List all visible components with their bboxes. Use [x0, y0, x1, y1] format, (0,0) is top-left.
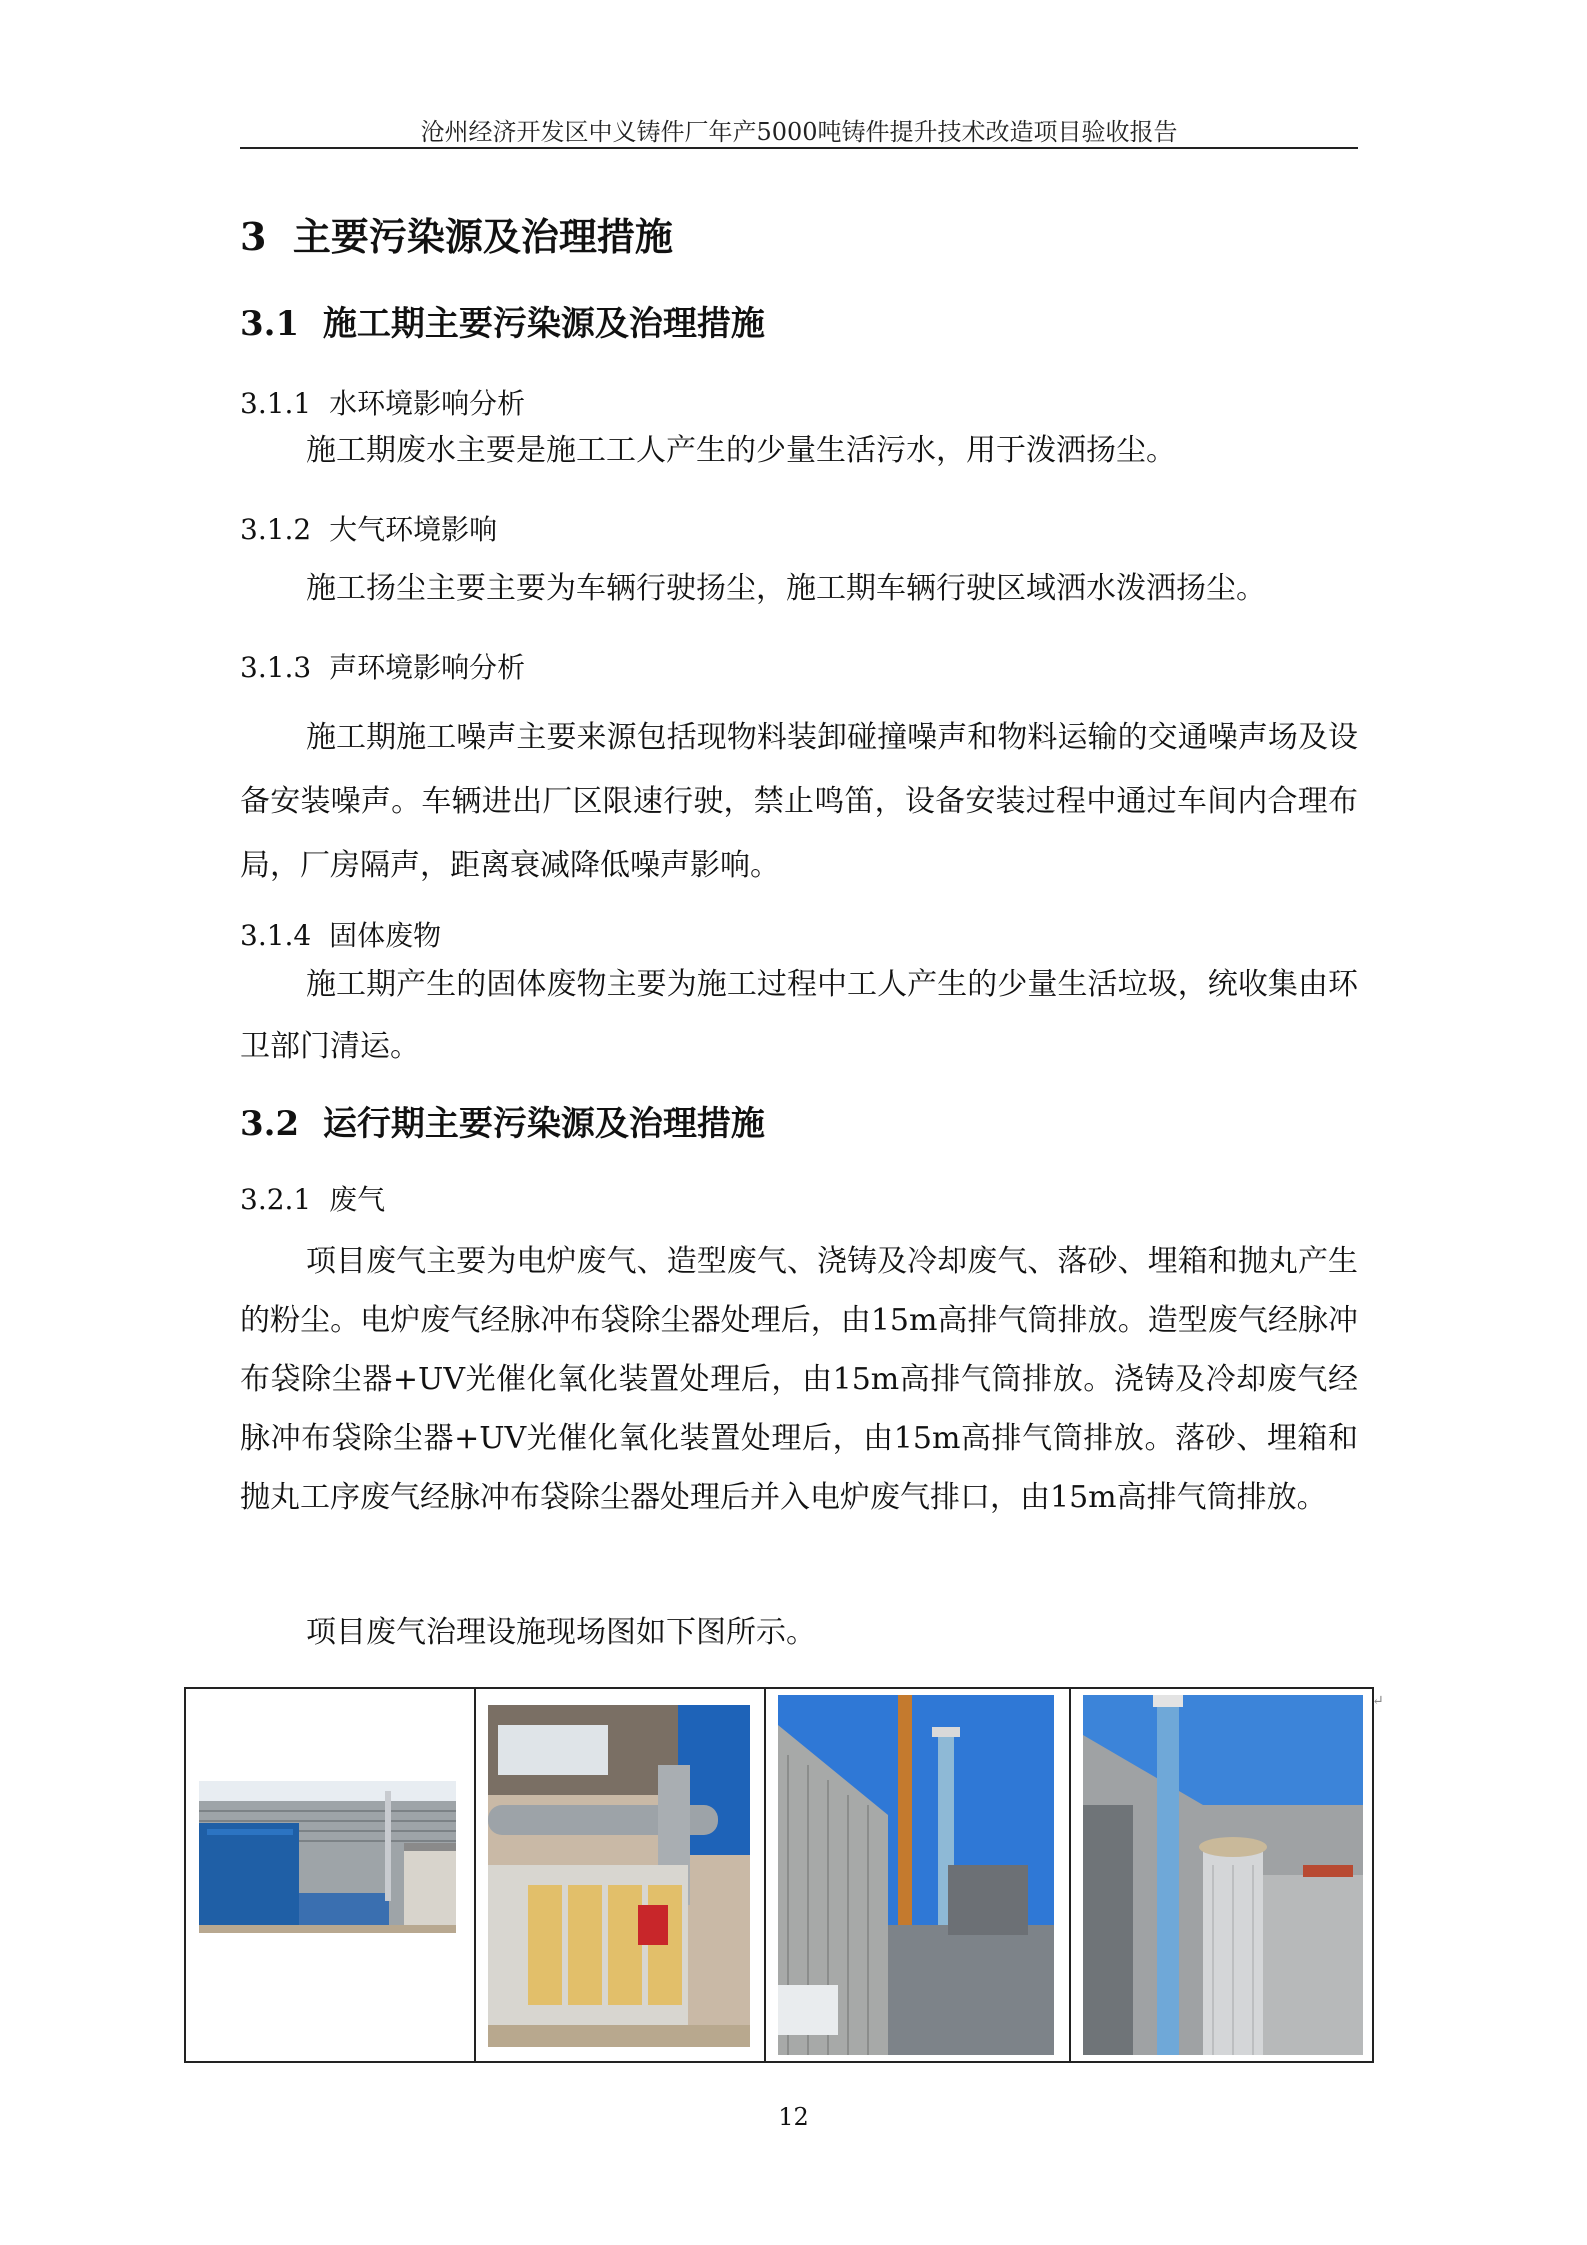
subsection-3-2-1-heading	[240, 1178, 385, 1218]
section-title: 施工期主要污染源及治理措施	[322, 304, 765, 344]
photo-exhaust-stack-2	[1083, 1695, 1363, 2055]
subsection-3-1-3-heading	[240, 646, 525, 686]
subsection-3-1-4-heading	[240, 914, 441, 954]
section-3-1-heading	[240, 296, 765, 345]
photo-cell-1	[186, 1689, 476, 2061]
paragraph-solid-waste: 施工期产生的固体废物主要为施工过程中工人产生的少量生活垃圾，统收集由环卫部门清运。	[240, 967, 1358, 1064]
paragraph-mark-icon: ↵	[1372, 1693, 1384, 1709]
subsection-title: 大气环境影响	[329, 513, 498, 546]
photo-table	[184, 1687, 1374, 2063]
figure-intro: 项目废气治理设施现场图如下图所示。	[306, 1615, 816, 1650]
paragraph-air: 施工扬尘主要主要为车辆行驶扬尘，施工期车辆行驶区域洒水泼洒扬尘。	[306, 571, 1266, 606]
subsection-number: 3.1.4	[240, 919, 312, 952]
subsection-number: 3.1.2	[240, 513, 312, 546]
section-number: 3.2	[240, 1104, 300, 1144]
subsection-title: 固体废物	[329, 919, 442, 952]
photo-cell-2	[476, 1689, 766, 2061]
subsection-number: 3.1.1	[240, 387, 312, 420]
subsection-3-1-2-heading	[240, 508, 497, 548]
photo-exhaust-stack-1	[778, 1695, 1054, 2055]
subsection-title: 水环境影响分析	[329, 387, 526, 420]
subsection-title: 废气	[329, 1183, 386, 1216]
section-title: 运行期主要污染源及治理措施	[322, 1104, 765, 1144]
page-number: 12	[778, 2103, 809, 2131]
header-rule	[240, 147, 1358, 149]
photo-uv-oxidation-unit	[488, 1705, 750, 2047]
chapter-heading	[240, 206, 673, 261]
paragraph-noise: 施工期施工噪声主要来源包括现物料装卸碰撞噪声和物料运输的交通噪声场及设备安装噪声。车辆进出厂区限速行驶，禁止鸣笛，设备安装过程中通过车间内合理布局，厂房隔声，距离衰减降低噪声影响。	[240, 720, 1358, 883]
subsection-number: 3.1.3	[240, 651, 312, 684]
photo-dust-collector	[199, 1781, 456, 1933]
chapter-title: 主要污染源及治理措施	[292, 214, 673, 259]
photo-cell-4	[1071, 1689, 1376, 2061]
photo-cell-3	[766, 1689, 1071, 2061]
paragraph-water: 施工期废水主要是施工工人产生的少量生活污水，用于泼洒扬尘。	[306, 433, 1176, 468]
subsection-title: 声环境影响分析	[329, 651, 526, 684]
running-header: 沧州经济开发区中义铸件厂年产5000吨铸件提升技术改造项目验收报告	[420, 118, 1178, 146]
subsection-3-1-1-heading	[240, 382, 525, 422]
subsection-number: 3.2.1	[240, 1183, 312, 1216]
paragraph-waste-gas: 项目废气主要为电炉废气、造型废气、浇铸及冷却废气、落砂、埋箱和抛丸产生的粉尘。电炉废气经脉冲布袋除尘器处理后，由15m高排气筒排放。造型废气经脉冲布袋除尘器+UV光催化氧化装置处理后，由15m高排气筒排放。浇铸及冷却废气经脉冲布袋除尘器+UV光催化氧化装置处理后，由15m高排气筒排放。落砂、埋箱和抛丸工序废气经脉冲布袋除尘器处理后并入电炉废气排口，由15m高排气筒排放。	[240, 1244, 1358, 1515]
chapter-number: 3	[240, 214, 267, 259]
section-number: 3.1	[240, 304, 300, 344]
section-3-2-heading	[240, 1096, 765, 1145]
